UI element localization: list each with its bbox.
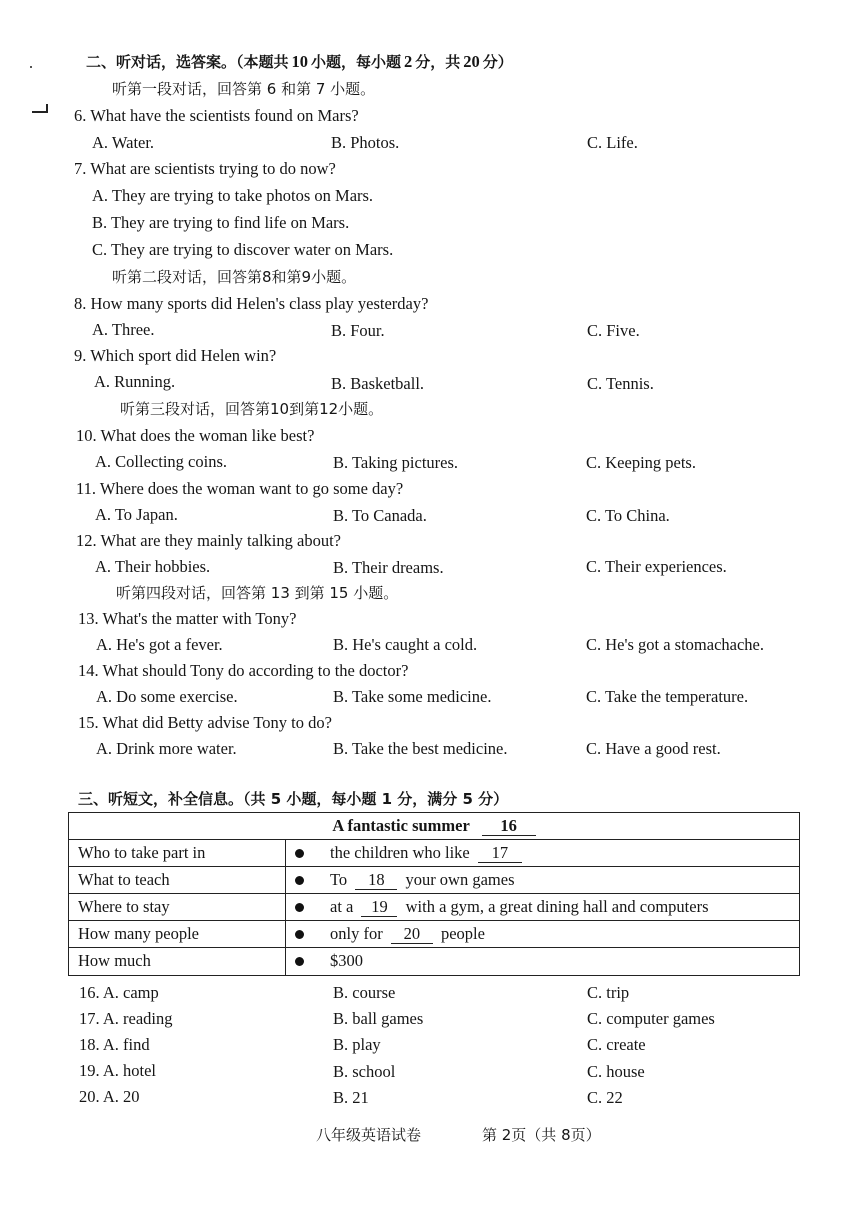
option-a: A. To Japan.	[95, 505, 178, 524]
option-a: A. Collecting coins.	[95, 452, 227, 471]
row-label: Who to take part in	[78, 843, 206, 862]
option-c: C. They are trying to discover water on Mars.	[92, 240, 394, 259]
row-label: How much	[78, 951, 151, 970]
choice-c: C. trip	[587, 983, 630, 1002]
option-b: B. Taking pictures.	[333, 453, 459, 472]
table-row	[69, 839, 799, 866]
section2-count: 10	[291, 52, 309, 71]
option-c: C. Their experiences.	[586, 557, 727, 576]
choice-c: C. computer games	[587, 1009, 715, 1028]
bullet-dot	[295, 876, 304, 885]
row-content-pre: To	[330, 870, 348, 889]
answer-blank[interactable]: 17	[478, 844, 522, 863]
bullet-dot	[295, 849, 304, 858]
choice-a: 17. A. reading	[79, 1009, 173, 1028]
row-content	[330, 894, 709, 920]
table-title	[69, 813, 799, 839]
option-c: C. Keeping pets.	[586, 453, 696, 472]
answer-blank[interactable]: 16	[482, 817, 536, 836]
table-row	[69, 893, 799, 920]
option-b: B. Four.	[331, 321, 385, 340]
row-content-post: your own games	[405, 870, 515, 889]
option-c: C. To China.	[586, 506, 670, 525]
question-text: 12. What are they mainly talking about?	[76, 531, 341, 550]
row-content-post: with a gym, a great dining hall and computers	[405, 897, 709, 916]
bullet-dot	[295, 903, 304, 912]
answer-blank[interactable]: 20	[391, 925, 433, 944]
row-content-pre: at a	[330, 897, 354, 916]
option-c: C. Tennis.	[587, 374, 654, 393]
question-text: 7. What are scientists trying to do now?	[74, 159, 336, 178]
choice-c: C. 22	[587, 1088, 623, 1107]
option-c: C. Have a good rest.	[586, 739, 721, 758]
row-content-pre: only for	[330, 924, 383, 943]
option-b: B. He's caught a cold.	[333, 635, 478, 654]
question-text: 9. Which sport did Helen win?	[74, 346, 277, 365]
answer-blank[interactable]: 18	[355, 871, 397, 890]
option-a: A. Running.	[94, 372, 176, 391]
row-content: $300	[330, 951, 363, 970]
question-text: 11. Where does the woman want to go some day?	[76, 479, 404, 498]
question-text: 14. What should Tony do according to the doctor?	[78, 661, 409, 680]
row-content-pre: the children who like	[330, 843, 470, 862]
question-text: 10. What does the woman like best?	[76, 426, 315, 445]
option-b: B. To Canada.	[333, 506, 427, 525]
option-b: B. Take the best medicine.	[333, 739, 508, 758]
choice-b: B. play	[333, 1035, 381, 1054]
choice-b: B. 21	[333, 1088, 369, 1107]
dialogue-instruction: 听第二段对话，回答第8和第9小题。	[112, 268, 357, 286]
table-row	[69, 947, 799, 975]
option-a: A. Three.	[92, 320, 155, 339]
question-text: 13. What's the matter with Tony?	[78, 609, 297, 628]
choice-a: 18. A. find	[79, 1035, 150, 1054]
option-c: C. Five.	[587, 321, 640, 340]
option-b: B. They are trying to find life on Mars.	[92, 213, 350, 232]
option-c: C. He's got a stomachache.	[586, 635, 765, 654]
row-content	[330, 840, 522, 866]
row-content	[330, 867, 515, 893]
section2-header-tail: 分，共	[415, 53, 461, 71]
question-text: 8. How many sports did Helen's class play yesterday?	[74, 294, 429, 313]
choice-c: C. house	[587, 1062, 645, 1081]
choice-c: C. create	[587, 1035, 646, 1054]
question-text: 6. What have the scientists found on Mars?	[74, 106, 359, 125]
bullet-dot	[295, 957, 304, 966]
option-c: C. Life.	[587, 133, 638, 152]
footer-exam-title: 八年级英语试卷	[316, 1126, 422, 1144]
row-label: What to teach	[78, 870, 170, 889]
choice-a: 19. A. hotel	[79, 1061, 156, 1080]
scan-corner-mark-tick	[46, 104, 48, 112]
option-b: B. Take some medicine.	[333, 687, 492, 706]
table-column-divider	[285, 840, 286, 975]
scan-dot	[30, 66, 32, 68]
choice-b: B. ball games	[333, 1009, 424, 1028]
table-row	[69, 920, 799, 947]
option-b: B. Their dreams.	[333, 558, 444, 577]
option-a: A. They are trying to take photos on Mars.	[92, 186, 374, 205]
option-a: A. Do some exercise.	[96, 687, 238, 706]
dialogue-instruction: 听第三段对话，回答第10到第12小题。	[120, 400, 384, 418]
section2-header-end: 分）	[482, 53, 513, 71]
question-text: 15. What did Betty advise Tony to do?	[78, 713, 332, 732]
info-table	[68, 812, 800, 976]
choice-b: B. school	[333, 1062, 396, 1081]
section2-total: 20	[463, 52, 480, 71]
choice-a: 16. A. camp	[79, 983, 159, 1002]
table-row	[69, 866, 799, 893]
option-a: A. Drink more water.	[96, 739, 237, 758]
footer-page-number: 第 2页（共 8页）	[482, 1126, 601, 1144]
dialogue-instruction: 听第四段对话，回答第 13 到第 15 小题。	[116, 584, 399, 602]
choice-a: 20. A. 20	[79, 1087, 140, 1106]
section2-score: 2	[404, 52, 413, 71]
section2-header-mid: 小题，每小题	[311, 53, 402, 71]
option-b: B. Basketball.	[331, 374, 425, 393]
row-content-post: people	[440, 924, 485, 943]
section2-header-text: 二、听对话，选答案。（本题共	[86, 53, 289, 71]
option-a: A. Water.	[92, 133, 155, 152]
option-a: A. Their hobbies.	[95, 557, 211, 576]
section2-header	[86, 52, 513, 72]
choice-b: B. course	[333, 983, 396, 1002]
table-title-text: A fantastic summer	[332, 816, 470, 835]
option-a: A. He's got a fever.	[96, 635, 223, 654]
section3-header: 三、听短文，补全信息。（共 5 小题，每小题 1 分，满分 5 分）	[78, 790, 509, 808]
row-label: Where to stay	[78, 897, 170, 916]
option-c: C. Take the temperature.	[586, 687, 749, 706]
bullet-dot	[295, 930, 304, 939]
option-b: B. Photos.	[331, 133, 400, 152]
row-content	[330, 921, 485, 947]
dialogue-instruction: 听第一段对话，回答第 6 和第 7 小题。	[112, 80, 376, 98]
answer-blank[interactable]: 19	[361, 898, 397, 917]
row-label: How many people	[78, 924, 199, 943]
